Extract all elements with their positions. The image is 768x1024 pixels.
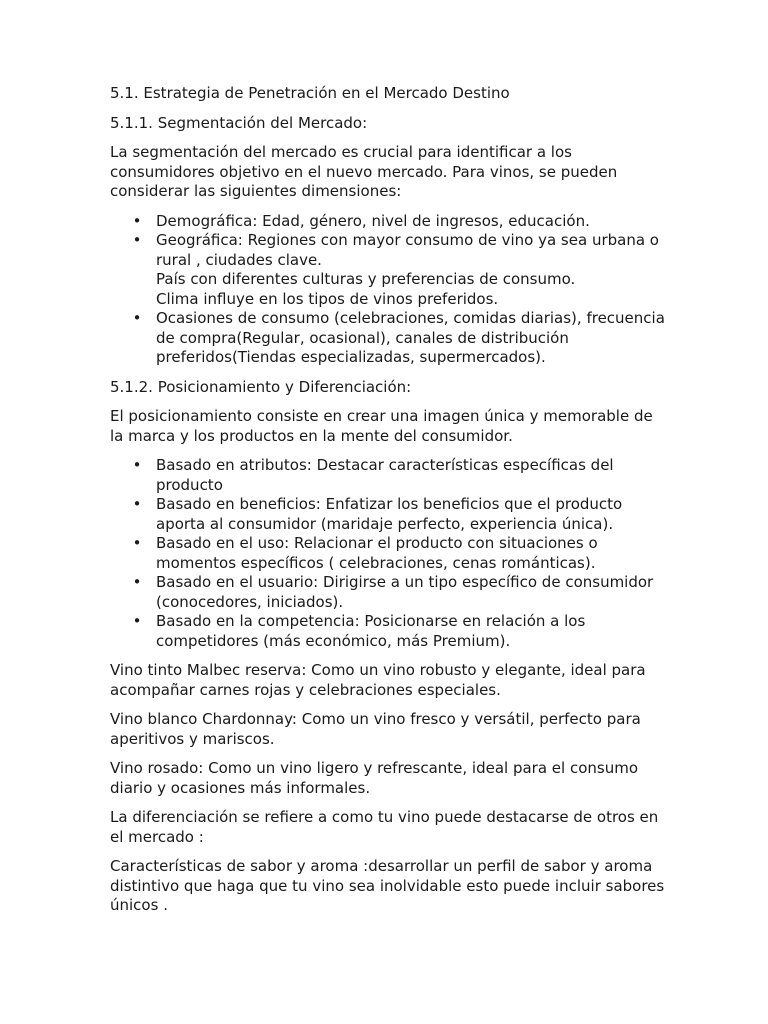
differentiation-intro-paragraph: La diferenciación se refiere a como tu vino puede destacarse de otros en el mercado : (110, 808, 659, 846)
list-item-text: Demográfica: Edad, género, nivel de ingresos, educación. (156, 211, 590, 230)
list-item (132, 309, 670, 368)
list-item-text: País con diferentes culturas y preferencias de consumo. (156, 270, 576, 288)
bullet-icon: • (132, 456, 142, 474)
document-body (110, 84, 670, 926)
segmentation-list (110, 212, 670, 368)
list-item (132, 211, 670, 232)
list-item (132, 456, 670, 495)
malbec-paragraph: Vino tinto Malbec reserva: Como un vino robusto y elegante, ideal para acompañar carnes rojas y celebraciones especiales. (110, 661, 646, 699)
rosado-paragraph: Vino rosado: Como un vino ligero y refrescante, ideal para el consumo diario y ocasiones más informales. (110, 759, 639, 797)
section-heading-5-1-1: 5.1.1. Segmentación del Mercado: (110, 113, 368, 132)
chardonnay-paragraph: Vino blanco Chardonnay: Como un vino fresco y versátil, perfecto para aperitivos y mariscos. (110, 710, 641, 748)
positioning-intro-paragraph: El posicionamiento consiste en crear una imagen única y memorable de la marca y los productos en la mente del consumidor. (110, 407, 653, 445)
list-item (132, 534, 670, 573)
positioning-list (110, 456, 670, 651)
list-item-text: Basado en el usuario: Dirigirse a un tipo específico de consumidor (conocedores, iniciados). (156, 573, 654, 611)
section-heading-5-1-2: 5.1.2. Posicionamiento y Diferenciación: (110, 377, 412, 396)
list-item-text: Ocasiones de consumo (celebraciones, comidas diarias), frecuencia de compra(Regular, ocasional), canales de distribución preferidos(Tiendas especializadas, supermercados). (156, 309, 665, 366)
list-item-text: Basado en atributos: Destacar características específicas del producto (156, 456, 614, 494)
list-item (132, 231, 670, 309)
bullet-icon: • (132, 309, 142, 327)
bullet-icon: • (132, 573, 142, 591)
bullet-icon: • (132, 495, 142, 513)
section-heading-5-1: 5.1. Estrategia de Penetración en el Mercado Destino (110, 84, 510, 102)
list-item (132, 495, 670, 534)
list-item (132, 573, 670, 612)
segmentation-intro-paragraph: La segmentación del mercado es crucial para identificar a los consumidores objetivo en el nuevo mercado. Para vinos, se pueden considerar las siguientes dimensiones: (110, 143, 618, 200)
bullet-icon: • (132, 231, 142, 249)
list-item-text: Basado en la competencia: Posicionarse en relación a los competidores (más económico, más Premium). (156, 612, 586, 650)
bullet-icon: • (132, 534, 142, 552)
bullet-icon: • (132, 612, 142, 630)
list-item-text: Geográfica: Regiones con mayor consumo de vino ya sea urbana o rural , ciudades clave. (156, 231, 659, 269)
bullet-icon: • (132, 211, 142, 230)
list-item-text: Clima influye en los tipos de vinos preferidos. (156, 289, 499, 308)
flavor-aroma-paragraph: Características de sabor y aroma :desarrollar un perfil de sabor y aroma distintivo que haga que tu vino sea inolvidable esto puede incluir sabores únicos . (110, 857, 665, 914)
list-item (132, 612, 670, 651)
list-item-text: Basado en el uso: Relacionar el producto con situaciones o momentos específicos ( celebraciones, cenas románticas). (156, 534, 598, 572)
list-item-text: Basado en beneficios: Enfatizar los beneficios que el producto aporta al consumidor (maridaje perfecto, experiencia única). (156, 495, 623, 533)
